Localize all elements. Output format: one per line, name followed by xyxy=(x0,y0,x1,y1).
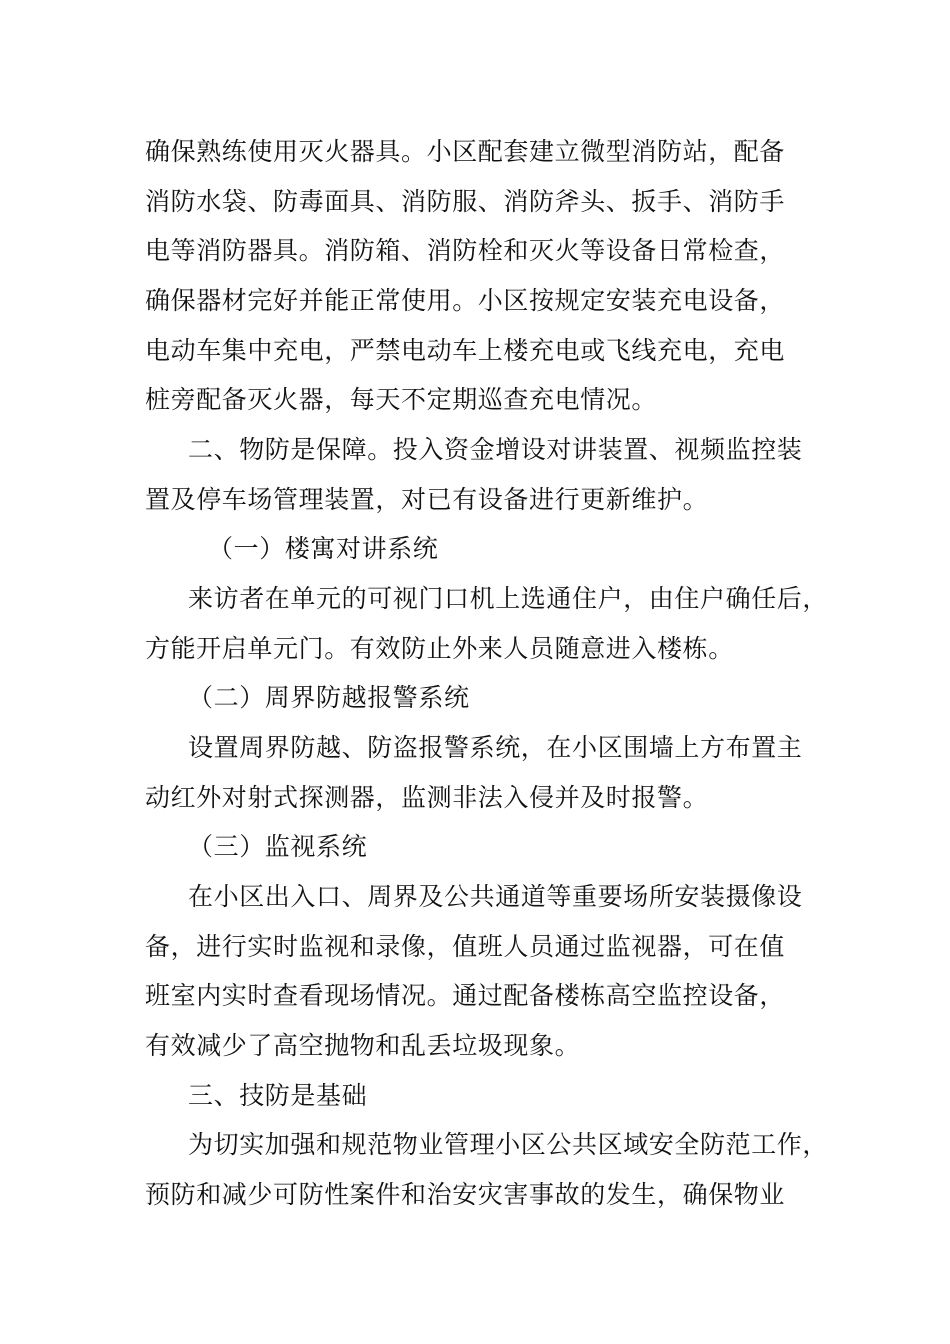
text-line: 电等消防器具。消防箱、消防栓和灭火等设备日常检查， xyxy=(145,236,786,265)
subsection-heading: （二）周界防越报警系统 xyxy=(188,683,470,712)
section-heading: 三、技防是基础 xyxy=(188,1081,368,1110)
text-line: 为切实加强和规范物业管理小区公共区域安全防范工作， xyxy=(188,1130,829,1159)
section-heading-text: 二、物防是保障。投入资金增设对讲装置、视频监控装 xyxy=(188,435,803,464)
text-line: 动红外对射式探测器，监测非法入侵并及时报警。 xyxy=(145,783,709,812)
text-line: 预防和减少可防性案件和治安灾害事故的发生，确保物业 xyxy=(145,1180,786,1209)
text-line: 备，进行实时监视和录像，值班人员通过监视器，可在值 xyxy=(145,932,786,961)
text-line: 置及停车场管理装置，对已有设备进行更新维护。 xyxy=(145,485,709,514)
text-line: 确保器材完好并能正常使用。小区按规定安装充电设备， xyxy=(145,286,786,315)
text-line: 班室内实时查看现场情况。通过配备楼栋高空监控设备， xyxy=(145,981,786,1010)
text-line: 桩旁配备灭火器，每天不定期巡查充电情况。 xyxy=(145,385,658,414)
text-line: 电动车集中充电，严禁电动车上楼充电或飞线充电，充电 xyxy=(145,336,786,365)
subsection-heading: （一）楼寓对讲系统 xyxy=(208,534,439,563)
text-line: 在小区出入口、周界及公共通道等重要场所安装摄像设 xyxy=(188,882,803,911)
text-line: 设置周界防越、防盗报警系统，在小区围墙上方布置主 xyxy=(188,733,803,762)
text-line: 来访者在单元的可视门口机上选通住户，由住户确任后， xyxy=(188,584,829,613)
text-line: 有效减少了高空抛物和乱丢垃圾现象。 xyxy=(145,1031,581,1060)
text-line: 方能开启单元门。有效防止外来人员随意进入楼栋。 xyxy=(145,634,734,663)
subsection-heading: （三）监视系统 xyxy=(188,832,368,861)
text-line: 消防水袋、防毒面具、消防服、消防斧头、扳手、消防手 xyxy=(145,187,786,216)
text-line: 确保熟练使用灭火器具。小区配套建立微型消防站，配备 xyxy=(145,137,786,166)
